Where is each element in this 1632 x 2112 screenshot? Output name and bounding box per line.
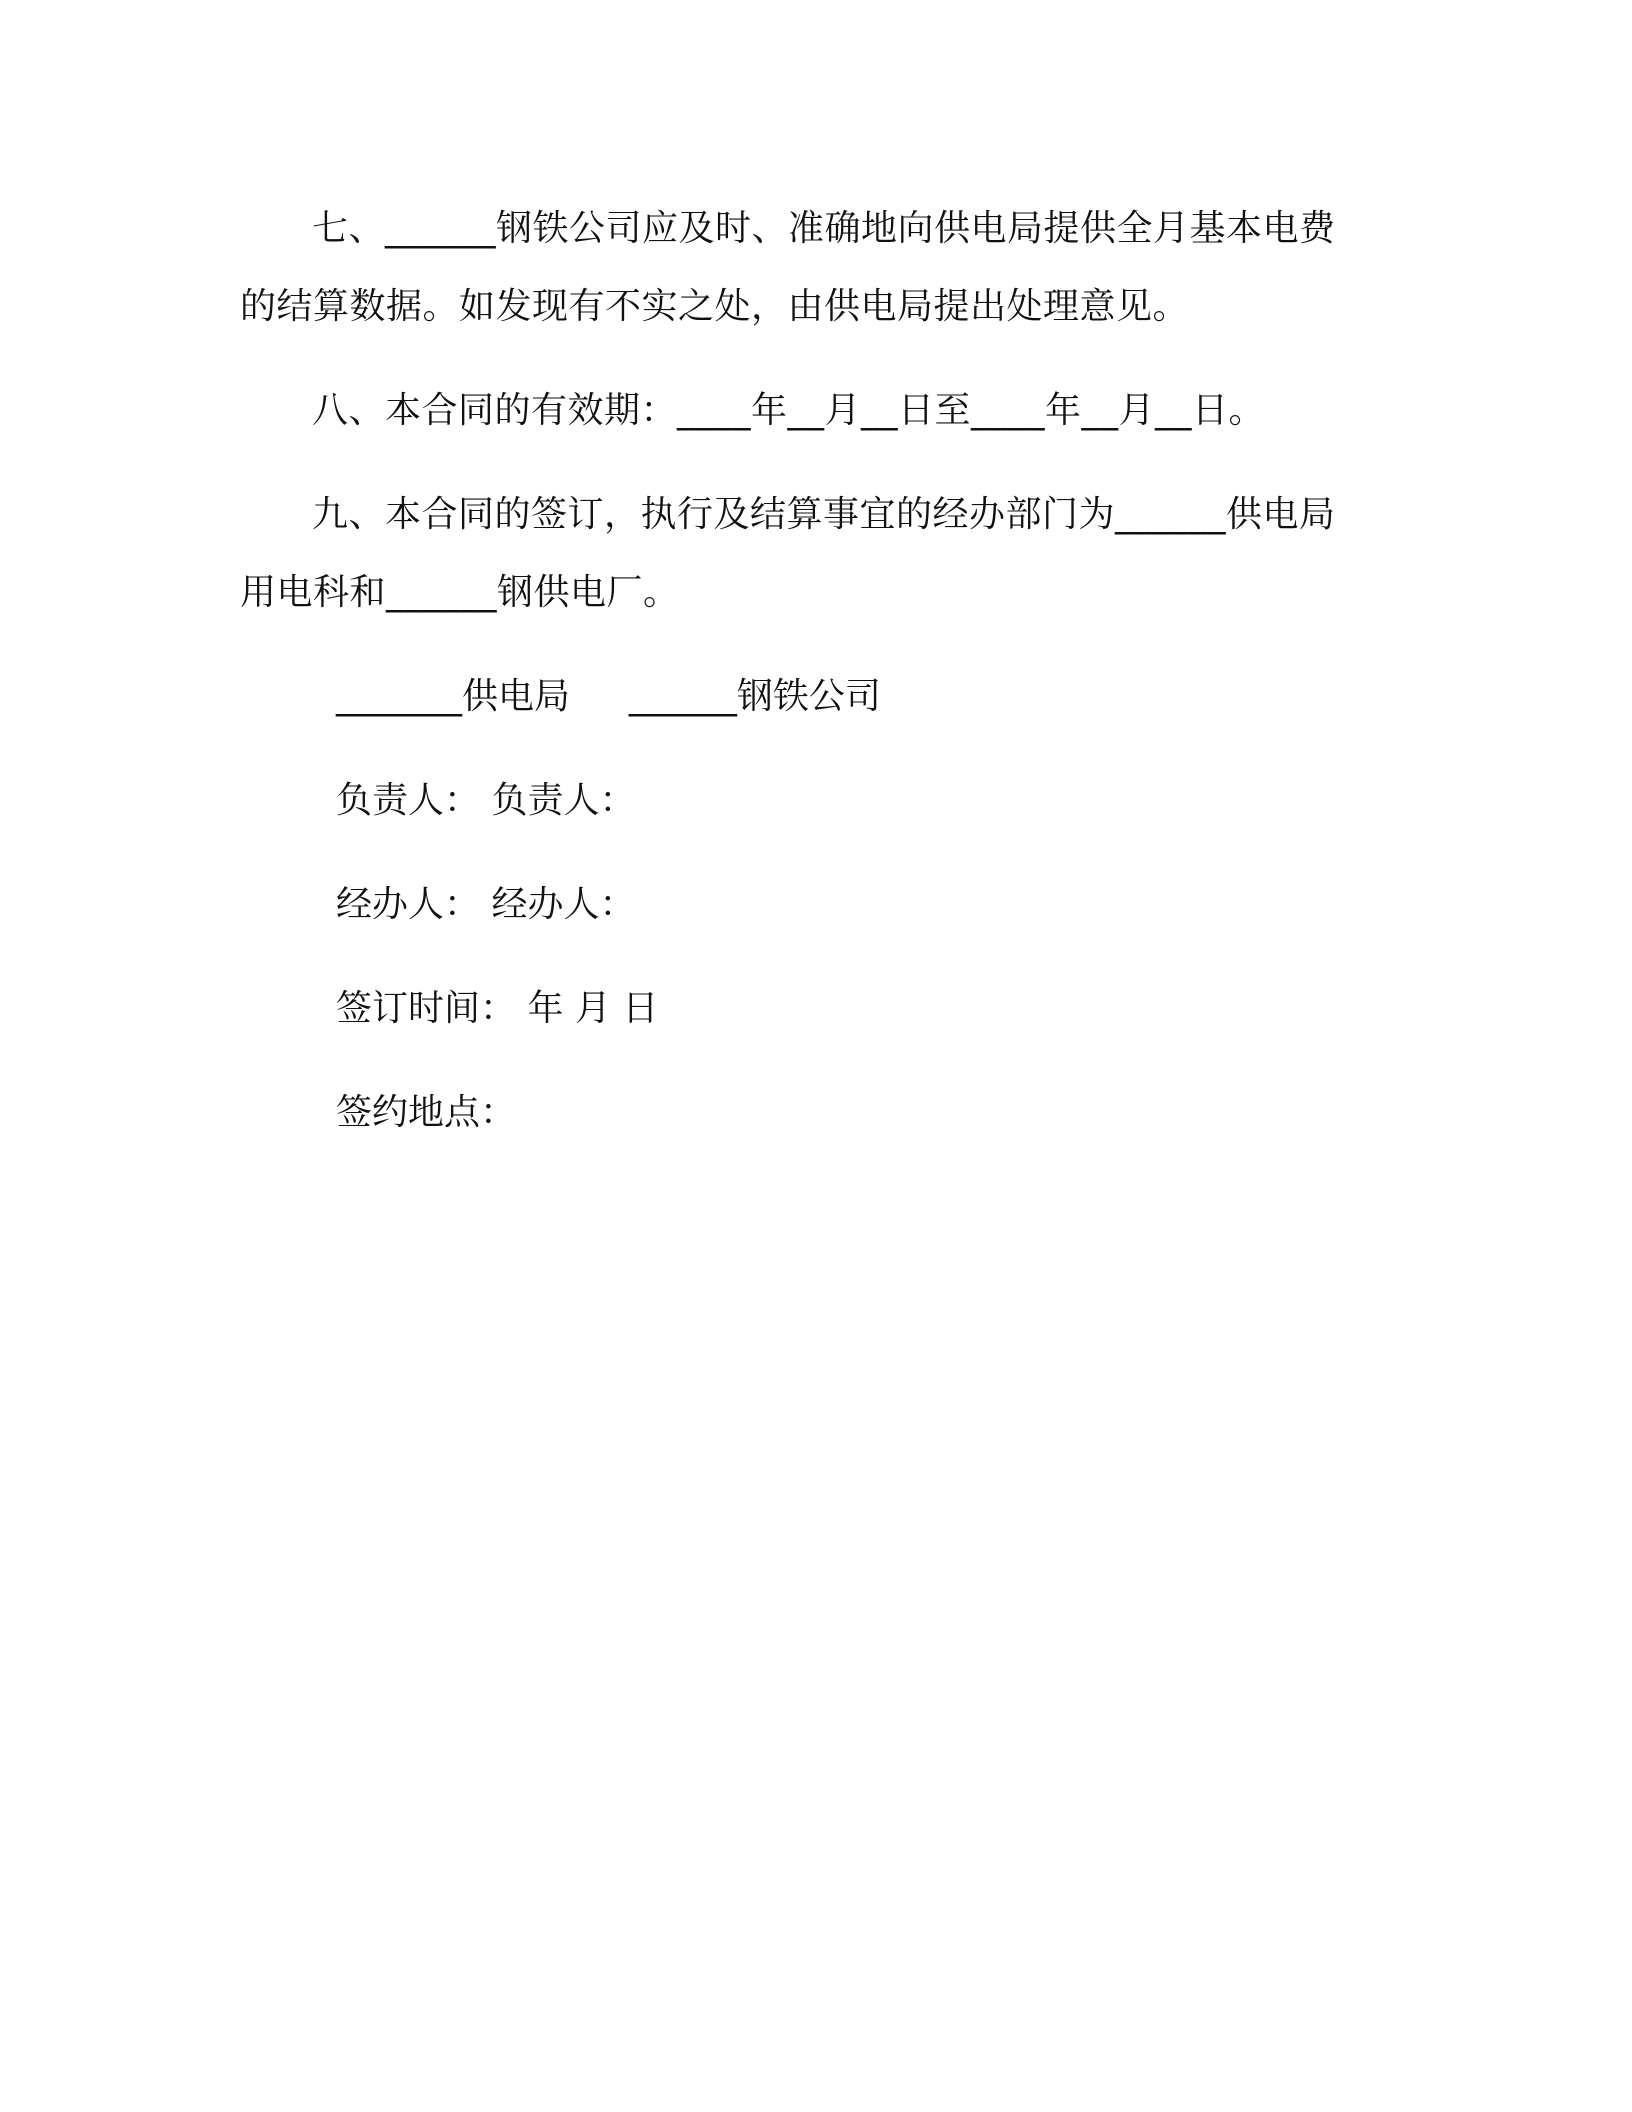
clause-7: 七、______钢铁公司应及时、准确地向供电局提供全月基本电费的结算数据。如发现有不实之处，由供电局提出处理意见。 — [240, 208, 1336, 327]
responsible-label-left: 负责人： — [336, 780, 481, 821]
sign-place-label: 签约地点： — [336, 1092, 517, 1133]
sign-time-label: 签订时间： — [336, 988, 517, 1029]
party-steel-company: ______钢铁公司 — [628, 676, 881, 717]
signature-place — [240, 1074, 1360, 1152]
signature-parties — [240, 658, 1360, 736]
handler-label-right: 经办人： — [491, 884, 636, 925]
party-power-bureau: _______供电局 — [336, 676, 571, 717]
sign-time-value: 年 月 日 — [527, 988, 659, 1029]
responsible-label-right: 负责人： — [491, 780, 636, 821]
signature-responsible — [240, 762, 1360, 840]
clause-9: 九、本合同的签订，执行及结算事宜的经办部门为______供电局用电科和______钢供电厂。 — [240, 494, 1336, 613]
handler-label-left: 经办人： — [336, 884, 481, 925]
clause-8: 八、本合同的有效期：____年__月__日至____年__月__日。 — [312, 390, 1266, 431]
signature-handler — [240, 866, 1360, 944]
signature-time — [240, 970, 1360, 1048]
document-body — [240, 190, 1360, 1178]
